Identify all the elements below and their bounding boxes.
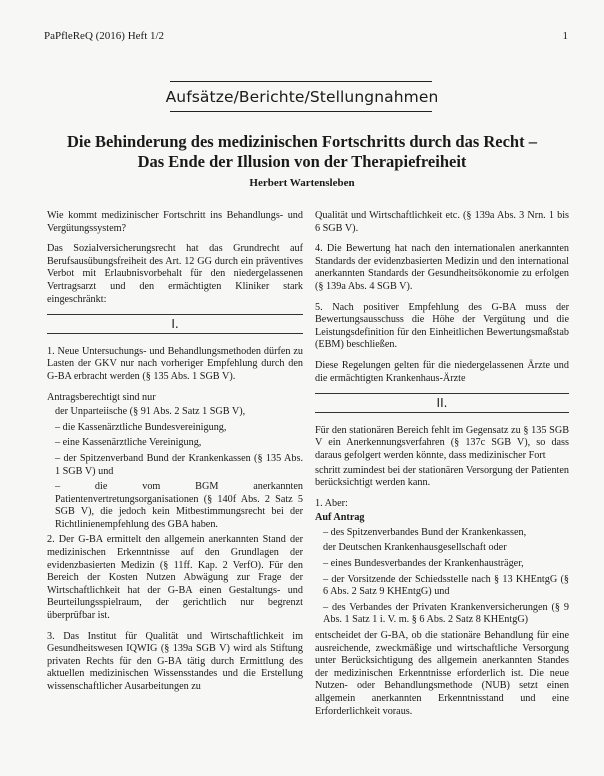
paragraph: 1. Neue Untersuchungs- und Behandlungsmethoden dürfen zu Lasten der GKV nur nach vorheriger Empfehlung durch den G-BA erbracht werden (§ 135 Abs. 1 SGB V). [47,345,303,382]
paragraph: entscheidet der G-BA, ob die stationäre Behandlung für eine ausreichende, zweckmäßige und wirtschaftliche Versorgung unter Berücksichtigung des allgemein anerkannten Standes der medizinischen Erkenntnisse erforderlich ist. Die neue Nutzen- oder Behandlungsmethode (NUB) setzt einen allgemein anerkannten Erkenntnisstand und eine Erforderlichkeit voraus. [315,630,569,717]
paragraph: 2. Der G-BA ermittelt den allgemein anerkannten Stand der medizinischen Erkenntnisse auf den Grundlagen der evidenzbasierten Medizin (§ 11ff. Kap. 2 VerfO). Für den Bereich der Kosten Nutzen Abwägung zur Frage der Wirtschaftlichkeit hat der G-BA einen Gestaltungs- und Beurteilungsspielraum, der gerichtlich nur begrenzt überprüfbar ist. [47,534,303,622]
list-item: der Unparteiische (§ 91 Abs. 2 Satz 1 SGB V), [55,406,246,418]
list-item: – eine Kassenärztliche Vereinigung, [55,437,202,449]
heading-rule-top [170,81,432,82]
list-item: – des Verbandes der Privaten Krankenversicherungen (§ 9 Abs. 1 Satz 1 i. V. m. § 6 Abs. 2 Satz 8 KHEntgG) [323,601,569,626]
paragraph: 5. Nach positiver Empfehlung des G-BA muss der Bewertungsausschuss die Höhe der Vergütung und die Leistungsdefinition für den Einheitlichen Bewertungsmaßstab (EBM) beschließen. [315,301,569,351]
list-item: – die Kassenärztliche Bundesvereinigung, [55,421,227,433]
article-title [0,132,604,172]
paragraph: Antragsberechtigt sind nur [47,391,156,403]
list-item: – der Spitzenverband Bund der Krankenkassen (§ 135 Abs. 1 SGB V) und [55,452,303,477]
list-item: – des Spitzenverbandes Bund der Krankenkassen, [323,526,527,538]
page-number: 1 [562,30,568,42]
list-item: – die vom BGM anerkannten Patientenvertretungsorganisationen (§ 140f Abs. 2 Satz 5 SGB V), die jedoch kein Mitbestimmungsrecht bei der Richtlinienempfehlung des GBA haben. [55,481,303,530]
paragraph: Wie kommt medizinischer Fortschritt ins Behandlungs- und Vergütungssystem? [47,210,303,234]
paragraph: Qualität und Wirtschaftlichkeit etc. (§ 139a Abs. 3 Nrn. 1 bis 6 SGB V). [315,210,569,234]
paragraph: Diese Regelungen gelten für die niedergelassenen Ärzte und die ermächtigten Krankenhaus-Ärzte [315,359,569,384]
paragraph: 3. Das Institut für Qualität und Wirtschaftlichkeit im Gesundheitswesen IQWIG (§ 139a SGB V) wird als Stiftung privaten Rechts für den G-BA tätig durch Ermittlung des aktuellen medizinischen Wissensstandes und die Erstellung wissenschaftlicher Ausarbeitungen zu [47,630,303,692]
list-item: – eines Bundesverbandes der Krankenhausträger, [323,558,524,570]
section-number-box: II. [315,393,569,413]
left-column [47,210,303,702]
author: Herbert Wartensleben [249,177,355,189]
heading-rule-bottom [170,111,432,112]
section-number-box: I. [47,314,303,334]
section-heading: Aufsätze/Berichte/Stellungnahmen [165,88,439,106]
list-item: – der Vorsitzende der Schiedsstelle nach § 13 KHEntgG (§ 6 Abs. 2 Satz 9 KHEntgG) und [323,573,569,598]
paragraph: 4. Die Bewertung hat nach den internationalen anerkannten Standards der evidenzbasierten Medizin und den international anerkannten Standards der Gesundheitsökonomie zu erfolgen (§ 139a Abs. 4 SGB V). [315,243,569,292]
journal-reference: PaPfleReQ (2016) Heft 1/2 [44,30,165,42]
paragraph: Auf Antrag [315,512,365,524]
paragraph: schritt zumindest bei der stationären Versorgung der Patienten berücksichtigt werden kann. [315,464,569,489]
paragraph: Für den stationären Bereich fehlt im Gegensatz zu § 135 SGB V ein Anerkennungsverfahren (§ 137c SGB V), so dass daraus gefolgert werden könnte, dass medizinischer Fort [315,424,569,461]
title-line-2: Das Ende der Illusion von der Therapiefreiheit [137,152,467,171]
list-item: der Deutschen Krankenhausgesellschaft oder [323,542,507,554]
paragraph: 1. Aber: [315,497,348,509]
right-column [315,210,569,726]
running-header [44,30,568,44]
paragraph: Das Sozialversicherungsrecht hat das Grundrecht auf Berufsausübungsfreiheit des Art. 12 GG durch ein präventives Verbot mit Erlaubnisvorbehalt für den niedergelassenen Vertragsarzt und den ermächtigten Kliniker stark eingeschränkt: [47,243,303,305]
title-line-1: Die Behinderung des medizinischen Fortschritts durch das Recht – [67,132,537,151]
